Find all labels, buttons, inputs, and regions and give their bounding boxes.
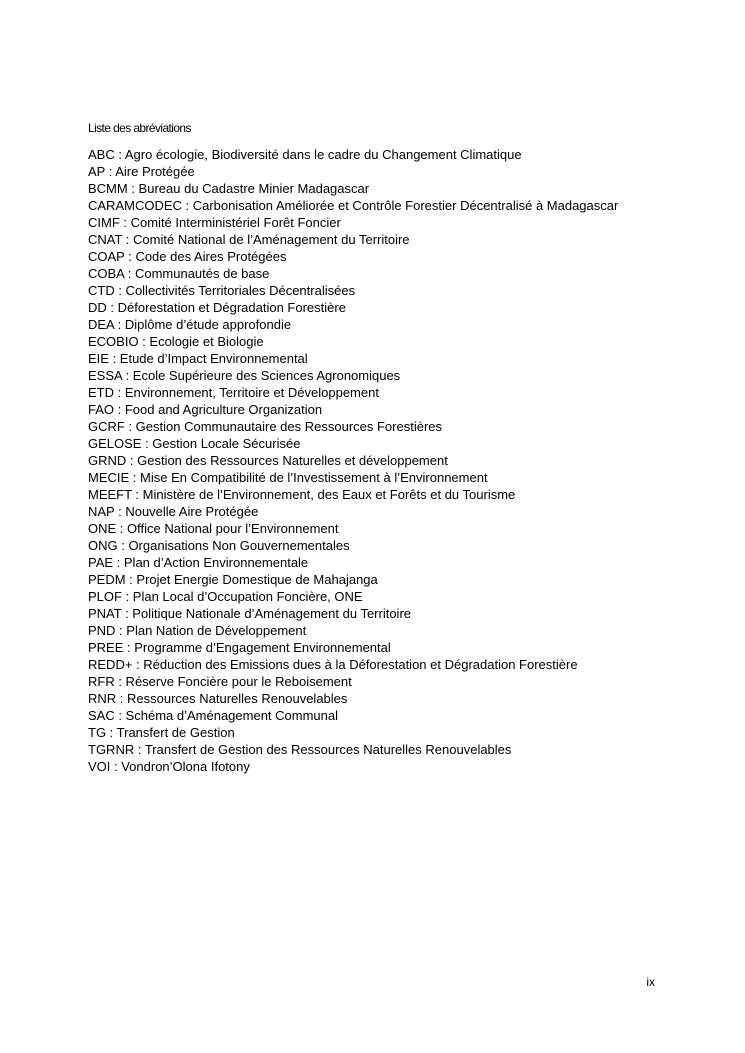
list-item: ONE : Office National pour l’Environnement [88, 521, 339, 536]
list-item: GCRF : Gestion Communautaire des Ressources Forestières [88, 419, 443, 434]
list-item: NAP : Nouvelle Aire Protégée [88, 504, 259, 519]
list-item: PNAT : Politique Nationale d’Aménagement du Territoire [88, 606, 412, 621]
list-item: BCMM : Bureau du Cadastre Minier Madagascar [88, 181, 370, 196]
list-item: PREE : Programme d’Engagement Environnemental [88, 640, 391, 655]
list-item: ECOBIO : Ecologie et Biologie [88, 334, 264, 349]
abbreviation-list [88, 146, 618, 775]
list-item: DEA : Diplôme d’étude approfondie [88, 317, 292, 332]
list-item: CTD : Collectivités Territoriales Décentralisées [88, 283, 356, 298]
list-item: FAO : Food and Agriculture Organization [88, 402, 323, 417]
page-heading: Liste des abréviations [88, 121, 191, 135]
list-item: MEEFT : Ministère de l’Environnement, des Eaux et Forêts et du Tourisme [88, 487, 516, 502]
list-item: ABC : Agro écologie, Biodiversité dans le cadre du Changement Climatique [88, 147, 522, 162]
list-item: RFR : Réserve Foncière pour le Reboisement [88, 674, 352, 689]
list-item: ONG : Organisations Non Gouvernementales [88, 538, 350, 553]
list-item: MECIE : Mise En Compatibilité de l’Investissement à l’Environnement [88, 470, 488, 485]
list-item: PAE : Plan d’Action Environnementale [88, 555, 309, 570]
list-item: EIE : Etude d’Impact Environnemental [88, 351, 308, 366]
list-item: ETD : Environnement, Territoire et Développement [88, 385, 379, 400]
page-number: ix [646, 975, 655, 989]
list-item: REDD+ : Réduction des Emissions dues à la Déforestation et Dégradation Forestière [88, 657, 578, 672]
list-item: CNAT : Comité National de l’Aménagement du Territoire [88, 232, 410, 247]
list-item: COAP : Code des Aires Protégées [88, 249, 287, 264]
list-item: CARAMCODEC : Carbonisation Améliorée et Contrôle Forestier Décentralisé à Madagascar [88, 198, 619, 213]
list-item: RNR : Ressources Naturelles Renouvelables [88, 691, 348, 706]
list-item: CIMF : Comité Interministériel Forêt Foncier [88, 215, 341, 230]
list-item: COBA : Communautés de base [88, 266, 270, 281]
list-item: SAC : Schéma d’Aménagement Communal [88, 708, 339, 723]
list-item: AP : Aire Protégée [88, 164, 195, 179]
list-item: VOI : Vondron’Olona Ifotony [88, 759, 250, 774]
list-item: GRND : Gestion des Ressources Naturelles et développement [88, 453, 448, 468]
list-item: ESSA : Ecole Supérieure des Sciences Agronomiques [88, 368, 401, 383]
list-item: GELOSE : Gestion Locale Sécurisée [88, 436, 301, 451]
list-item: PND : Plan Nation de Développement [88, 623, 307, 638]
list-item: TG : Transfert de Gestion [88, 725, 235, 740]
list-item: PLOF : Plan Local d’Occupation Foncière, ONE [88, 589, 363, 604]
list-item: TGRNR : Transfert de Gestion des Ressources Naturelles Renouvelables [88, 742, 512, 757]
list-item: DD : Déforestation et Dégradation Forestière [88, 300, 346, 315]
list-item: PEDM : Projet Energie Domestique de Mahajanga [88, 572, 378, 587]
